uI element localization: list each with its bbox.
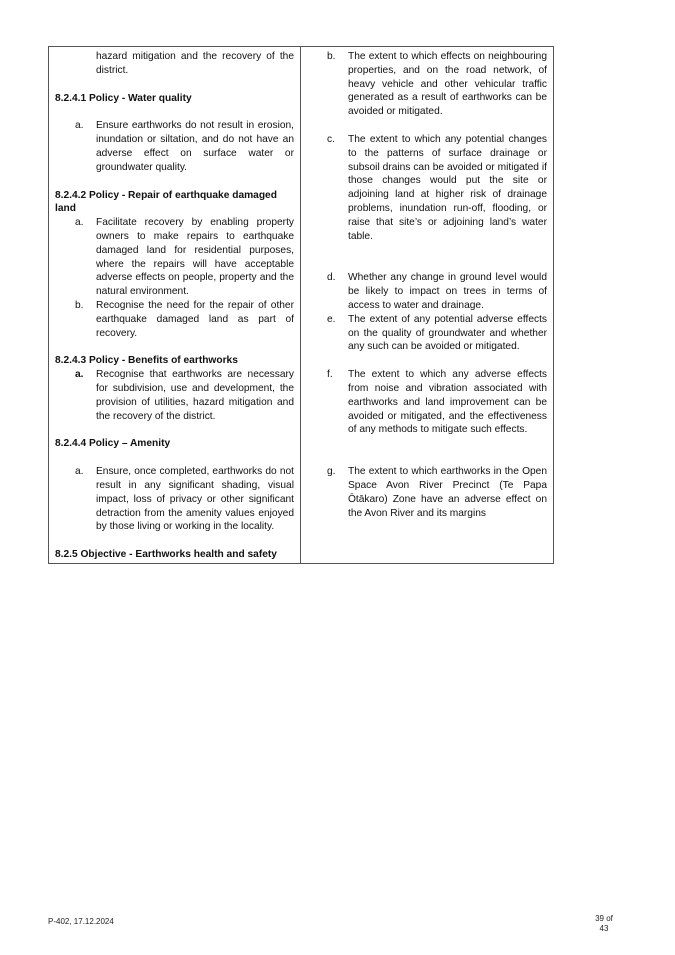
list-marker: f. bbox=[327, 369, 333, 381]
right-column bbox=[301, 47, 553, 563]
list-marker: a. bbox=[75, 120, 84, 132]
list-item bbox=[307, 50, 547, 119]
page-number-line1: 39 of bbox=[595, 914, 613, 923]
list-marker: c. bbox=[327, 133, 335, 145]
page-number bbox=[590, 914, 618, 934]
list-marker: b. bbox=[327, 51, 336, 62]
list-item bbox=[307, 271, 547, 312]
list-text: The extent to which any potential changes to the patterns of surface drainage or subsoil drains can be avoided or mitigated if those changes would put the site or adjoining land at higher risk of drainage problems, inundation run-off, flooding, or raise that site’s or adjoining land’s water table. bbox=[348, 133, 547, 242]
list-marker: e. bbox=[327, 313, 336, 325]
list-text: The extent to which effects on neighbouring properties, and on the road network, of heavy vehicle and other vehicular traffic generated as a result of earthworks can be avoided or mitigated. bbox=[348, 51, 547, 118]
list-text: Ensure, once completed, earthworks do not result in any significant shading, visual impact, loss of privacy or other significant detraction from the amenity values enjoyed by those living or working in the locality. bbox=[96, 466, 294, 533]
list-item bbox=[307, 465, 547, 520]
list-text: The extent to which any adverse effects from noise and vibration associated with earthworks and land improvement can be avoided or mitigated, and the effectiveness of any methods to mitigate such effects. bbox=[348, 369, 547, 436]
list-text: Ensure earthworks do not result in erosion, inundation or siltation, and do not have an adverse effect on surface water or groundwater quality. bbox=[96, 120, 294, 173]
list-text: The extent to which earthworks in the Open Space Avon River Precinct (Te Papa Ōtākaro) Zone have an adverse effect on the Avon River and its margins bbox=[348, 466, 547, 519]
list-item bbox=[55, 368, 294, 423]
list-marker: b. bbox=[75, 299, 84, 311]
list-marker: a. bbox=[75, 466, 84, 478]
list-item bbox=[307, 133, 547, 243]
list-marker: d. bbox=[327, 272, 336, 284]
list-item bbox=[307, 313, 547, 354]
list-item bbox=[307, 368, 547, 437]
heading-objective: 8.2.5 Objective - Earthworks health and safety bbox=[55, 549, 277, 561]
document-reference: P-402, 17.12.2024 bbox=[48, 917, 114, 926]
list-item bbox=[55, 299, 294, 340]
heading-benefits: 8.2.4.3 Policy - Benefits of earthworks bbox=[55, 355, 238, 367]
list-item bbox=[55, 216, 294, 299]
list-item bbox=[55, 465, 294, 534]
list-item bbox=[55, 119, 294, 174]
list-marker: a. bbox=[75, 369, 84, 381]
list-text: Whether any change in ground level would be likely to impact on trees in terms of access to water and drainage. bbox=[348, 272, 547, 311]
heading-water-quality: 8.2.4.1 Policy - Water quality bbox=[55, 92, 192, 104]
list-marker: a. bbox=[75, 217, 84, 229]
list-text: Recognise that earthworks are necessary for subdivision, use and development, the provision of utilities, hazard mitigation and the recovery of the district. bbox=[96, 369, 294, 422]
heading-amenity: 8.2.4.4 Policy – Amenity bbox=[55, 438, 171, 450]
left-column bbox=[49, 47, 301, 563]
page-number-line2: 43 bbox=[599, 924, 609, 933]
list-text: The extent of any potential adverse effects on the quality of groundwater and whether any such can be avoided or mitigated. bbox=[348, 313, 547, 353]
list-text: Recognise the need for the repair of other earthquake damaged land as part of recovery. bbox=[96, 299, 294, 339]
list-text: Facilitate recovery by enabling property owners to make repairs to earthquake damaged land for residential purposes, where the repairs will have acceptable adverse effects on people, property and the natural environment. bbox=[96, 217, 294, 298]
list-marker: g. bbox=[327, 466, 336, 478]
continued-text: hazard mitigation and the recovery of the district. bbox=[96, 51, 294, 76]
heading-repair-land: 8.2.4.2 Policy - Repair of earthquake damaged land bbox=[55, 189, 277, 215]
policy-table bbox=[48, 46, 554, 564]
